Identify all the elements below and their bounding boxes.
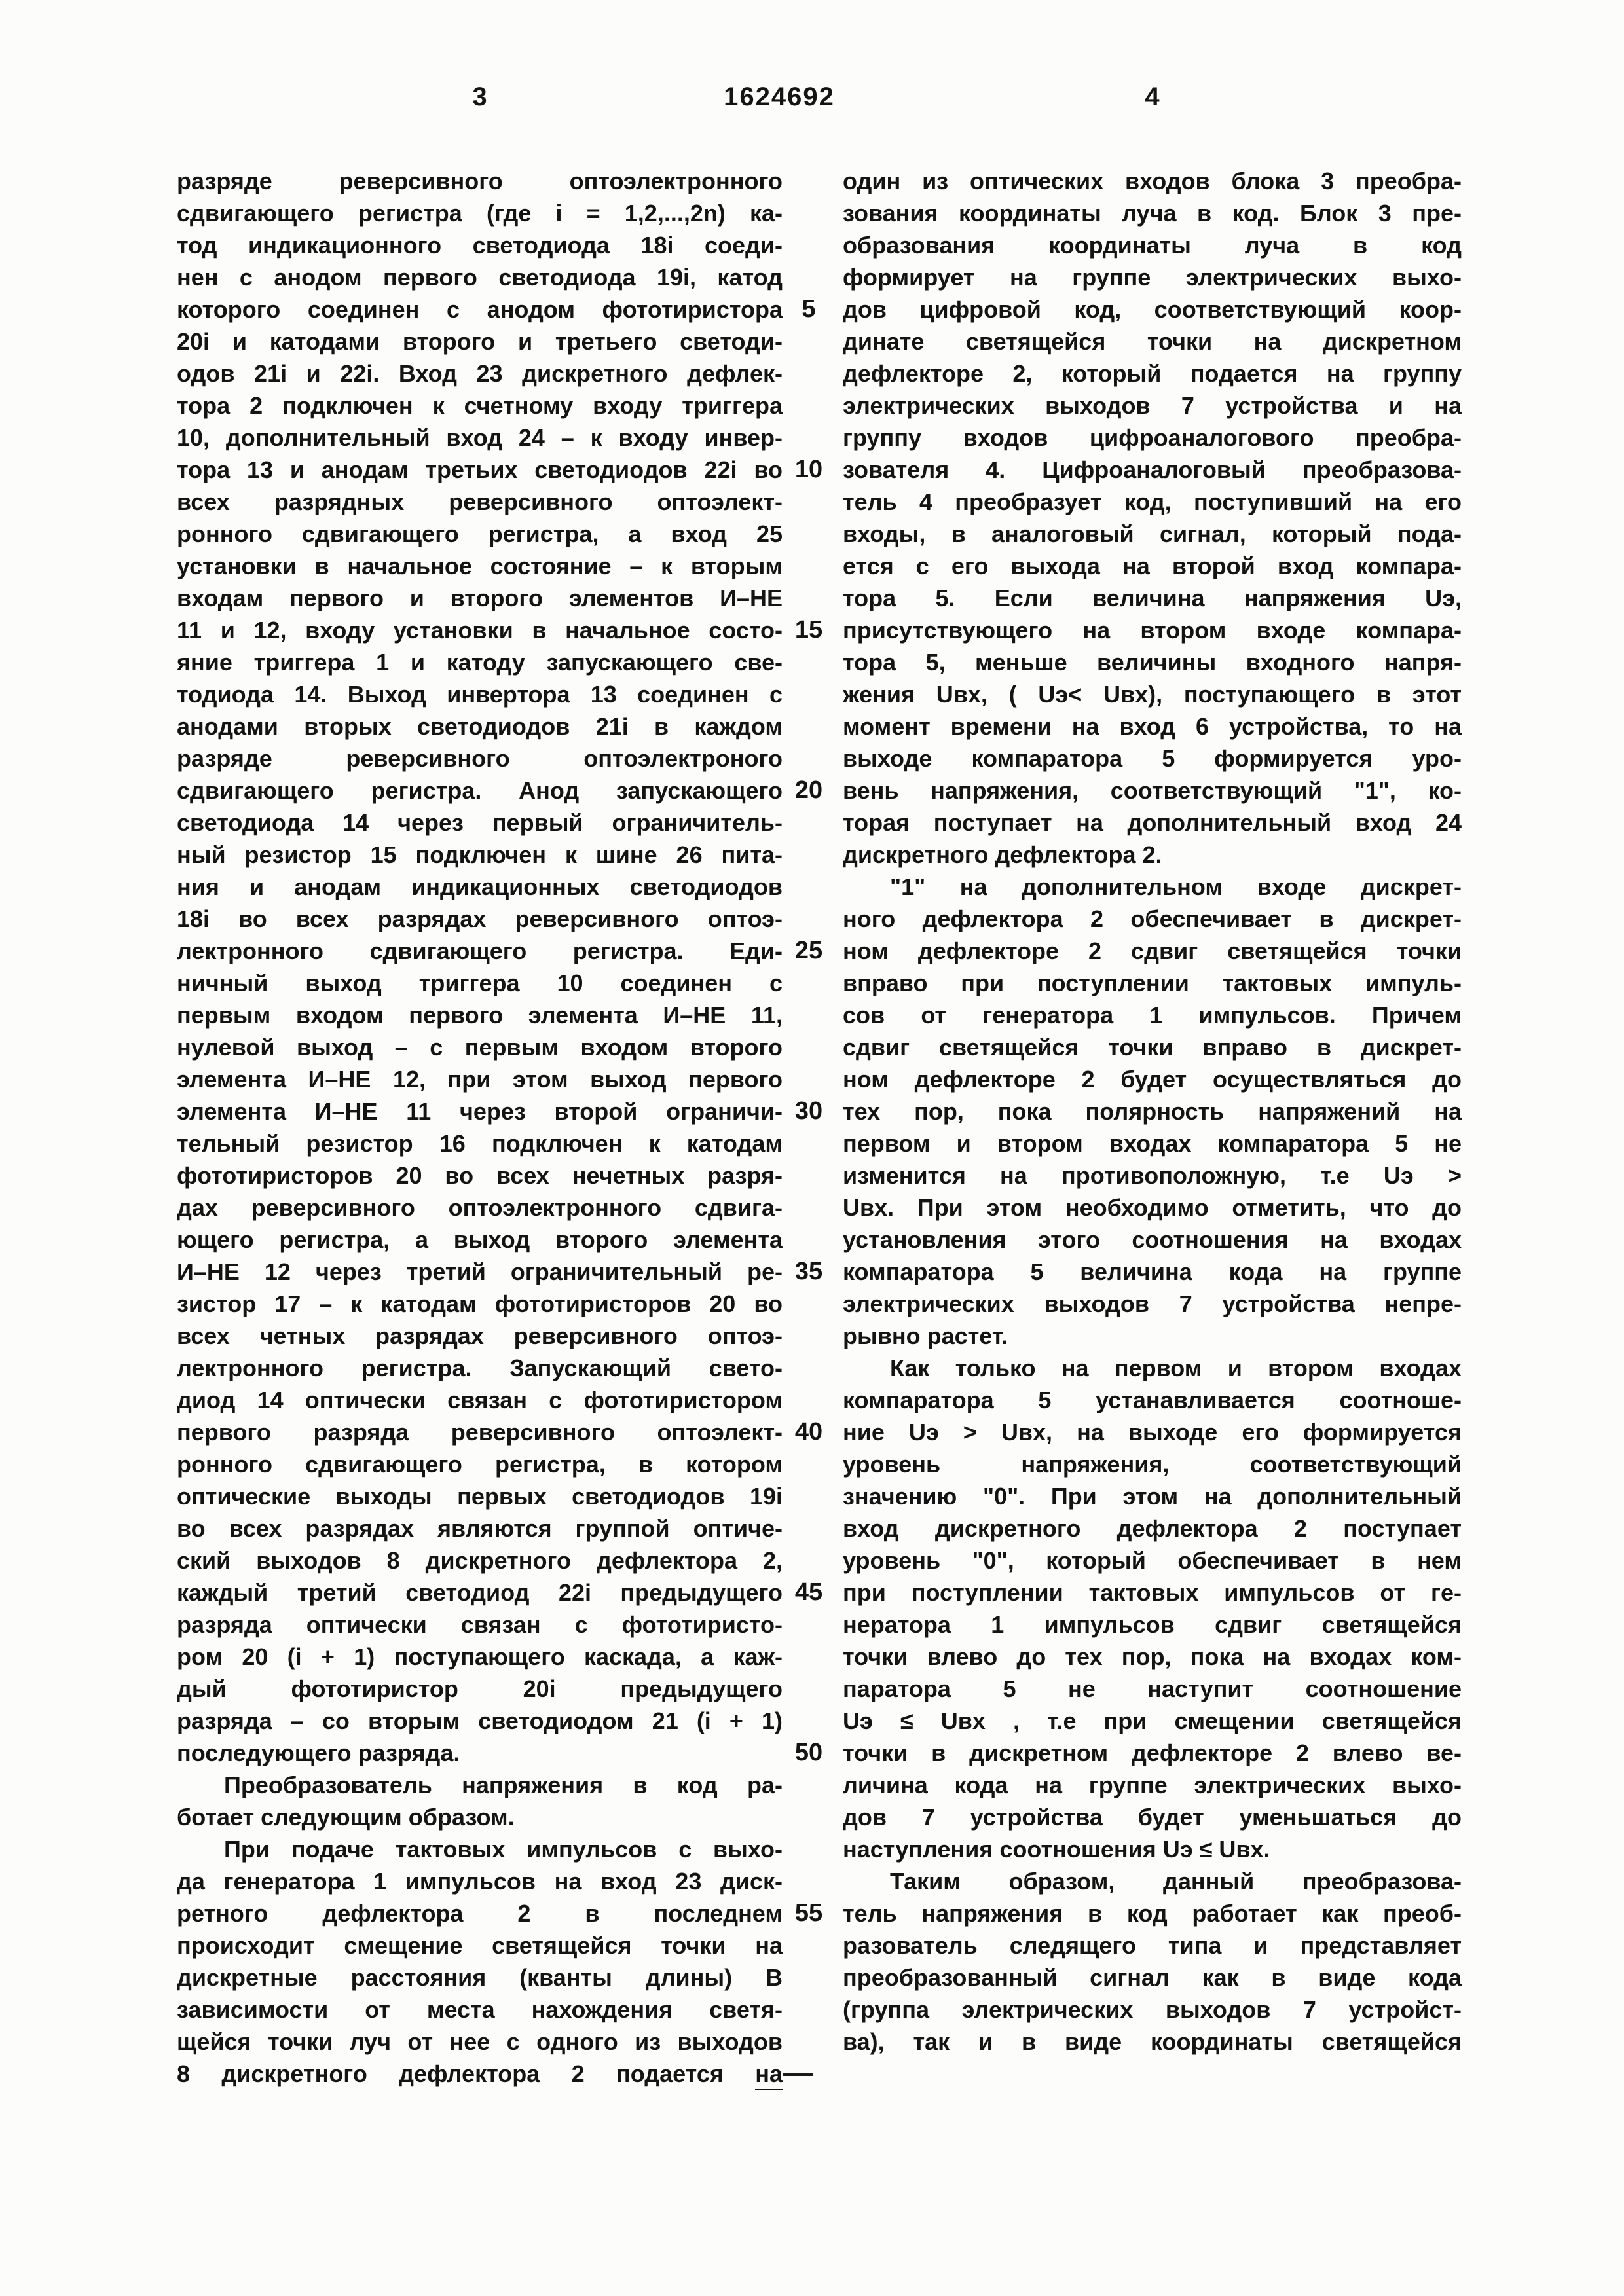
text-line: тод индикационного светодиода 18i соеди- [177, 232, 783, 259]
text-line: тех пор, пока полярность напряжений на [843, 1098, 1462, 1125]
text-line: разряда оптически связан с фототиристо- [177, 1611, 783, 1638]
gutter-line-number: 5 [802, 295, 816, 323]
line-number-gutter [783, 293, 834, 2058]
text-line: дый фототиристор 20i предыдущего [177, 1675, 783, 1702]
page-number-left: 3 [472, 82, 487, 111]
text-line: формирует на группе электрических выхо- [843, 264, 1462, 291]
text-line: ва), так и в виде координаты светящейся [843, 2028, 1462, 2055]
text-line: 18i во всех разрядах реверсивного оптоэ- [177, 905, 783, 932]
text-line: яние триггера 1 и катоду запускающего све- [177, 649, 783, 676]
text-line: которого соединен с анодом фототиристора [177, 296, 783, 323]
gutter-line-number: 25 [794, 937, 823, 964]
text-line: всех разрядных реверсивного оптоэлект- [177, 488, 783, 515]
text-line: щейся точки луч от нее с одного из выходов [177, 2028, 783, 2055]
text-line: всех четных разрядах реверсивного оптоэ- [177, 1322, 783, 1349]
text-line: (группа электрических выходов 7 устройст- [843, 1996, 1462, 2023]
text-line: тора 13 и анодам третьих светодиодов 22i во [177, 456, 783, 483]
gutter-line-number: 10 [794, 456, 823, 483]
text-line: 8 дискретного дефлектора 2 подается на [177, 2058, 783, 2090]
text-line: образования координаты луча в код [843, 232, 1462, 259]
text-line: Uэ ≤ Uвх , т.е при смещении светящейся [843, 1707, 1462, 1734]
text-line: один из оптических входов блока 3 преобра- [843, 168, 1462, 194]
text-line: точки влево до тех пор, пока на входах ком- [843, 1643, 1462, 1670]
text-line: сдвигающего регистра. Анод запускающего [177, 777, 783, 804]
text-line: 11 и 12, входу установки в начальное состо- [177, 617, 783, 644]
text-line: дах реверсивного оптоэлектронного сдвига- [177, 1194, 783, 1221]
text-line: выходе компаратора 5 формируется уро- [843, 745, 1462, 772]
text-line: первом и втором входах компаратора 5 не [843, 1130, 1462, 1157]
text-line: рывно растет. [843, 1322, 1008, 1349]
text-line: тора 2 подключен к счетному входу триггера [177, 392, 783, 419]
text-line: дискретные расстояния (кванты длины) В [177, 1964, 783, 1991]
gutter-line-number: 50 [794, 1739, 823, 1766]
text-line: ный резистор 15 подключен к шине 26 пита- [177, 841, 783, 868]
text-line: значению "0". При этом на дополнительный [843, 1483, 1462, 1510]
text-line: тель 4 преобразует код, поступивший на его [843, 488, 1462, 515]
text-line: ющего регистра, а выход второго элемента [177, 1226, 783, 1253]
left-text-column [177, 165, 783, 2090]
text-line: ретного дефлектора 2 в последнем [177, 1900, 783, 1927]
text-line: разряде реверсивного оптоэлектроного [177, 745, 783, 772]
text-line: лектронного сдвигающего регистра. Еди- [177, 938, 783, 964]
text-line: электрических выходов 7 устройства и на [843, 392, 1462, 419]
gutter-line-number: 35 [794, 1258, 823, 1285]
text-line: изменится на противоположную, т.е Uэ > [843, 1162, 1462, 1189]
text-line: Uвх. При этом необходимо отметить, что до [843, 1194, 1462, 1221]
text-line: элемента И–НЕ 11 через второй ограничи- [177, 1098, 783, 1125]
gutter-line-number: 45 [794, 1578, 823, 1606]
text-line: каждый третий светодиод 22i предыдущего [177, 1579, 783, 1606]
text-line: вень напряжения, соответствующий "1", ко- [843, 777, 1462, 804]
text-line: дефлекторе 2, который подается на группу [843, 360, 1462, 387]
text-line: При подаче тактовых импульсов с выхо- [224, 1836, 783, 1863]
text-line: зависимости от места нахождения светя- [177, 1996, 783, 2023]
page-number-right: 4 [1145, 82, 1160, 111]
text-line: группу входов цифроаналогового преобра- [843, 424, 1462, 451]
text-line: разряда – со вторым светодиодом 21 (i + 1) [177, 1707, 783, 1734]
text-line: светодиода 14 через первый ограничитель- [177, 809, 783, 836]
text-line: разряде реверсивного оптоэлектронного [177, 168, 783, 194]
text-line: вход дискретного дефлектора 2 поступает [843, 1515, 1462, 1542]
text-line: оптические выходы первых светодиодов 19i [177, 1483, 783, 1510]
text-line: Как только на первом и втором входах [890, 1355, 1462, 1381]
text-line: ничный выход триггера 10 соединен с [177, 970, 783, 996]
text-line: первым входом первого элемента И–НЕ 11, [177, 1002, 783, 1029]
text-line: личина кода на группе электрических выхо- [843, 1772, 1462, 1798]
text-line: ронного сдвигающего регистра, в котором [177, 1451, 783, 1478]
text-line: уровень напряжения, соответствующий [843, 1451, 1462, 1478]
gutter-line-number: 30 [794, 1097, 823, 1125]
text-line: последующего разряда. [177, 1740, 460, 1766]
text-line: сдвиг светящейся точки вправо в дискрет- [843, 1034, 1462, 1061]
text-line: ром 20 (i + 1) поступающего каскада, а каж- [177, 1643, 783, 1670]
gutter-line-number: 20 [794, 776, 823, 804]
text-line: тель напряжения в код работает как преоб- [843, 1900, 1462, 1927]
patent-number: 1624692 [724, 82, 835, 111]
text-line: установки в начальное состояние – к вторым [177, 553, 783, 579]
text-line: происходит смещение светящейся точки на [177, 1932, 783, 1959]
text-line: присутствующего на втором входе компара- [843, 617, 1462, 644]
text-line: разователь следящего типа и представляет [843, 1932, 1462, 1959]
text-line: входы, в аналоговый сигнал, который пода- [843, 520, 1462, 547]
text-line: анодами вторых светодиодов 21i в каждом [177, 713, 783, 740]
text-line: во всех разрядах являются группой оптиче- [177, 1515, 783, 1542]
text-line: нен с анодом первого светодиода 19i, катод [177, 264, 783, 291]
text-line: первого разряда реверсивного оптоэлект- [177, 1419, 783, 1446]
text-line: ский выходов 8 дискретного дефлектора 2, [177, 1547, 783, 1574]
text-line: дискретного дефлектора 2. [843, 841, 1162, 868]
text-line: входам первого и второго элементов И–НЕ [177, 585, 783, 611]
text-line: ния и анодам индикационных светодиодов [177, 873, 783, 900]
text-line: преобразованный сигнал как в виде кода [843, 1964, 1462, 1991]
text-line: ного дефлектора 2 обеспечивает в дискрет- [843, 905, 1462, 932]
text-line: дов цифровой код, соответствующий коор- [843, 296, 1462, 323]
right-text-column [843, 165, 1462, 2058]
text-line: лектронного регистра. Запускающий свето- [177, 1355, 783, 1381]
text-line: сдвигающего регистра (где i = 1,2,...,2n) ка- [177, 200, 783, 227]
underlined-word: на [755, 2060, 783, 2090]
text-line: ном дефлекторе 2 сдвиг светящейся точки [843, 938, 1462, 964]
text-line: тельный резистор 16 подключен к катодам [177, 1130, 783, 1157]
text-line: динате светящейся точки на дискретном [843, 328, 1462, 355]
text-line: зования координаты луча в код. Блок 3 пре- [843, 200, 1462, 227]
text-line: при поступлении тактовых импульсов от ге- [843, 1579, 1462, 1606]
scan-artifact-dash [783, 2073, 813, 2076]
text-line: наступления соотношения Uэ ≤ Uвх. [843, 1836, 1270, 1863]
gutter-line-number: 40 [794, 1418, 823, 1446]
text-line: зистор 17 – к катодам фототиристоров 20 во [177, 1290, 783, 1317]
text-line: 20i и катодами второго и третьего светоди- [177, 328, 783, 355]
text-line: установления этого соотношения на входах [843, 1226, 1462, 1253]
text-line: жения Uвх, ( Uэ< Uвх), поступающего в этот [843, 681, 1462, 708]
text-line: нулевой выход – с первым входом второго [177, 1034, 783, 1061]
text-line: сов от генератора 1 импульсов. Причем [843, 1002, 1462, 1029]
text-line: паратора 5 не наступит соотношение [843, 1675, 1462, 1702]
text-line: ботает следующим образом. [177, 1804, 515, 1831]
text-line: элемента И–НЕ 12, при этом выход первого [177, 1066, 783, 1093]
text-line: уровень "0", который обеспечивает в нем [843, 1547, 1462, 1574]
text-line: 10, дополнительный вход 24 – к входу инвер- [177, 424, 783, 451]
text-line: компаратора 5 устанавливается соотноше- [843, 1387, 1462, 1413]
text-line: Преобразователь напряжения в код ра- [224, 1772, 783, 1798]
gutter-line-number: 15 [794, 616, 823, 644]
text-line: зователя 4. Цифроаналоговый преобразова- [843, 456, 1462, 483]
text-line: дов 7 устройства будет уменьшаться до [843, 1804, 1462, 1831]
text-line: точки в дискретном дефлекторе 2 влево ве- [843, 1740, 1462, 1766]
text-line: вправо при поступлении тактовых импуль- [843, 970, 1462, 996]
text-line: нератора 1 импульсов сдвиг светящейся [843, 1611, 1462, 1638]
text-line: ется с его выхода на второй вход компара- [843, 553, 1462, 579]
gutter-line-number: 55 [794, 1899, 823, 1927]
text-line: электрических выходов 7 устройства непре- [843, 1290, 1462, 1317]
text-line: диод 14 оптически связан с фототиристором [177, 1387, 783, 1413]
text-line: ронного сдвигающего регистра, а вход 25 [177, 520, 783, 547]
text-line: одов 21i и 22i. Вход 23 дискретного дефлек- [177, 360, 783, 387]
text-line: да генератора 1 импульсов на вход 23 диск- [177, 1868, 783, 1895]
text-line: компаратора 5 величина кода на группе [843, 1258, 1462, 1285]
text-line: тора 5. Если величина напряжения Uэ, [843, 585, 1462, 611]
text-line: ние Uэ > Uвх, на выходе его формируется [843, 1419, 1462, 1446]
text-line: Таким образом, данный преобразова- [890, 1868, 1462, 1895]
text-line: "1" на дополнительном входе дискрет- [890, 873, 1462, 900]
text-line: тора 5, меньше величины входного напря- [843, 649, 1462, 676]
text-line: тодиода 14. Выход инвертора 13 соединен с [177, 681, 783, 708]
text-line: торая поступает на дополнительный вход 24 [843, 809, 1462, 836]
text-line: фототиристоров 20 во всех нечетных разря- [177, 1162, 783, 1189]
text-line: И–НЕ 12 через третий ограничительный ре- [177, 1258, 783, 1285]
text-line: момент времени на вход 6 устройства, то на [843, 713, 1462, 740]
text-line: ном дефлекторе 2 будет осуществляться до [843, 1066, 1462, 1093]
